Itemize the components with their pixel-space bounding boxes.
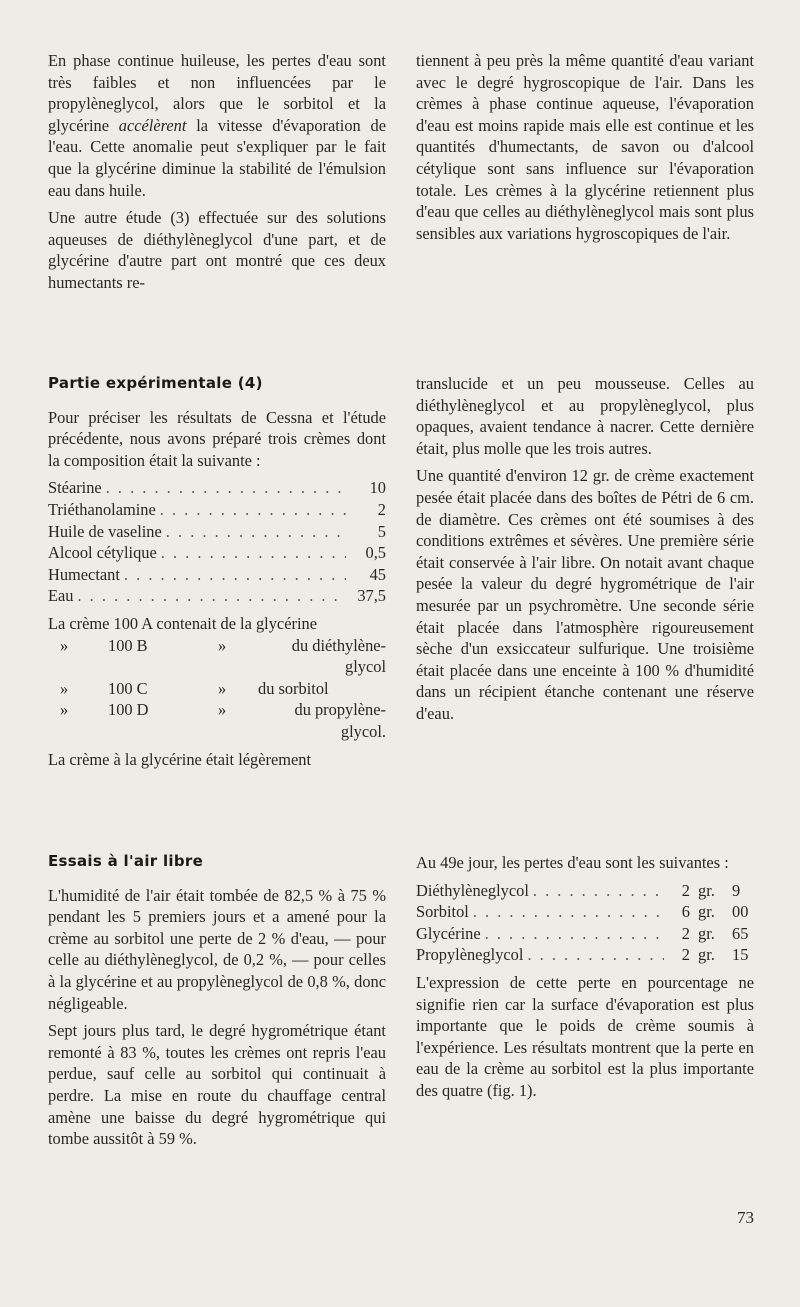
section-experimental-right: [416, 373, 754, 725]
cream-row-continuation: glycol.: [340, 721, 386, 741]
paragraph: Sept jours plus tard, le degré hygrométrique étant remonté à 83 %, toutes les crèmes ont repris l'eau perdue, sauf celle au sorbitol qui continuait à perdre. La mise en route du chauffage central amène une baisse du degré hygrométrique qui tombe aussitôt à 59 %.: [48, 1021, 386, 1149]
cream-row-continuation: glycol: [345, 657, 386, 677]
loss-row: Glycérine . . . 2 gr. 65: [416, 923, 754, 945]
section-heading: Partie expérimentale (4): [48, 374, 263, 392]
cream-list: [48, 613, 386, 743]
ingredient-row: Triéthanolamine . . . 2: [48, 499, 386, 521]
paragraph: Pour préciser les résultats de Cessna et l'étude précédente, nous avons préparé trois crèmes dont la composition était la suivante :: [48, 407, 386, 470]
section-experimental-left: [48, 373, 386, 770]
cream-row: » 100 B » du diéthylène-: [60, 635, 386, 655]
ingredient-row: Stéarine . . . 10: [48, 477, 386, 499]
cream-row: » 100 C » du sorbitol: [60, 678, 329, 698]
right-column-top: [416, 50, 754, 244]
loss-row: Propylèneglycol . . . 2 gr. 15: [416, 944, 754, 966]
cream-row: » 100 D » du propylène-: [60, 700, 386, 720]
section-open-air-right: [416, 852, 754, 1102]
page-number: 73: [737, 1208, 754, 1227]
paragraph: La crème à la glycérine était légèrement: [48, 749, 312, 769]
paragraph: translucide et un peu mousseuse. Celles au diéthylèneglycol et au propylèneglycol, plus opaques, avaient tendance à nacrer. Cette dernière était, plus molle que les trois autres.: [416, 374, 754, 458]
ingredient-row: Eau . . . 37,5: [48, 585, 386, 607]
left-column-top: [48, 50, 386, 294]
paragraph: Une autre étude (3) effectuée sur des solutions aqueuses de diéthylèneglycol d'une part, et de glycérine d'autre part ont montré que ces deux humectants re-: [48, 208, 386, 292]
paragraph: L'humidité de l'air était tombée de 82,5 % à 75 % pendant les 5 premiers jours et a amené pour la crème au sorbitol une perte de 2 % d'eau, — pour celle au diéthylèneglycol, de 0,2 %, — pour celles à la glycérine et au propylèneglycol de 0,8 %, donc négligeable.: [48, 885, 386, 1013]
loss-row: Diéthylèneglycol . . . 2 gr. 9: [416, 880, 754, 902]
paragraph: L'expression de cette perte en pourcentage ne signifie rien car la surface d'évaporation est plus importante que le poids de crème soumis à l'expérience. Les résultats montrent que la perte en eau de la crème au sorbitol est la plus importante des quatre (fig. 1).: [416, 972, 754, 1100]
ingredient-list: [48, 477, 386, 607]
section-open-air-left: [48, 851, 386, 1150]
paragraph: En phase continue huileuse, les pertes d'eau sont très faibles et non influencées par le propylèneglycol, alors que le sorbitol et la glycérine accélèrent la vitesse d'évaporation de l'eau. Cette anomalie peut s'expliquer par le fait que la glycérine diminue la stabilité de l'émulsion eau dans huile.: [48, 51, 387, 200]
paragraph: tiennent à peu près la même quantité d'eau variant avec le degré hygroscopique de l'air. Dans les crèmes à phase continue aqueuse, l'évaporation d'eau est moins rapide mais elle est continue et les quantités d'humectants, de savon ou d'alcool cétylique sont sans influence sur l'évaporation totale. Les crèmes à la glycérine retiennent plus d'eau que celles au diéthylèneglycol mais sont plus sensibles aux variations hygroscopiques de l'air.: [416, 51, 754, 243]
ingredient-row: Huile de vaseline . . . 5: [48, 521, 386, 543]
water-loss-list: [416, 880, 754, 966]
section-heading: Essais à l'air libre: [48, 852, 204, 870]
ingredient-row: Alcool cétylique . . . 0,5: [48, 542, 386, 564]
emphasis: accélèrent: [118, 115, 187, 135]
paragraph: Une quantité d'environ 12 gr. de crème exactement pesée était placée dans des boîtes de Pétri de 6 cm. de diamètre. Ces crèmes ont été soumises à des conditions extrêmes et sévères. Une première série était conservée à l'air libre. On notait avant chaque pesée la valeur du degré hygrométrique de l'air mesurée par un psychromètre. Une seconde série était placée dans l'atmosphère rigoureusement sèche d'un exsiccateur sulfurique. Une troisième était placée dans une enceinte à 100 % d'humidité dans un récipient étanche contenant une réserve d'eau.: [416, 466, 754, 723]
ingredient-row: Humectant . . . 45: [48, 564, 386, 586]
cream-row: La crème 100 A contenait de la glycérine: [48, 613, 317, 633]
loss-row: Sorbitol . . . 6 gr. 00: [416, 901, 754, 923]
paragraph: Au 49e jour, les pertes d'eau sont les suivantes :: [416, 853, 729, 872]
